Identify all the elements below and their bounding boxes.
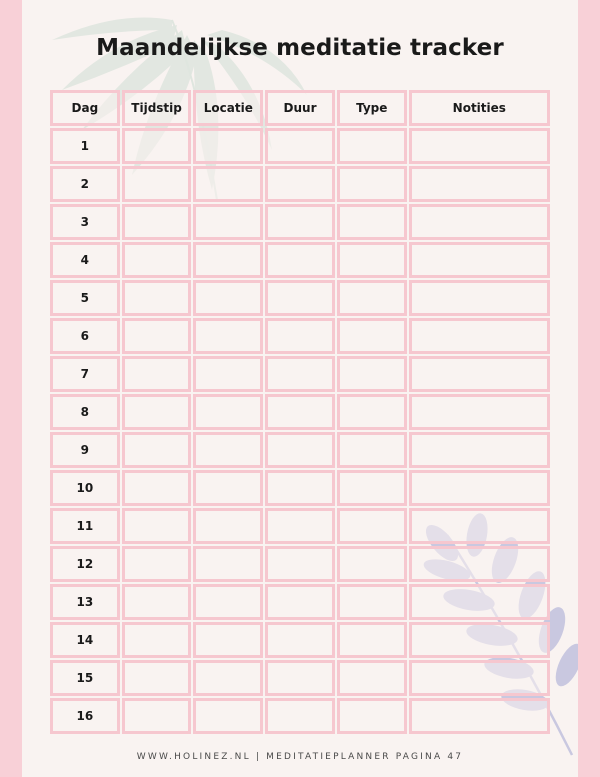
entry-cell[interactable]	[193, 356, 263, 392]
entry-cell[interactable]	[122, 356, 192, 392]
entry-cell[interactable]	[265, 242, 335, 278]
entry-cell[interactable]	[337, 356, 407, 392]
entry-cell[interactable]	[265, 394, 335, 430]
entry-cell[interactable]	[122, 622, 192, 658]
entry-cell[interactable]	[409, 660, 550, 696]
entry-cell[interactable]	[122, 660, 192, 696]
entry-cell[interactable]	[409, 204, 550, 240]
day-number-cell: 13	[50, 584, 120, 620]
entry-cell[interactable]	[193, 432, 263, 468]
entry-cell[interactable]	[122, 318, 192, 354]
entry-cell[interactable]	[265, 318, 335, 354]
entry-cell[interactable]	[409, 356, 550, 392]
day-number-cell: 11	[50, 508, 120, 544]
day-number-cell: 16	[50, 698, 120, 734]
entry-cell[interactable]	[337, 698, 407, 734]
entry-cell[interactable]	[193, 660, 263, 696]
day-number-cell: 10	[50, 470, 120, 506]
entry-cell[interactable]	[193, 394, 263, 430]
day-number-cell: 8	[50, 394, 120, 430]
header-cell-locatie: Locatie	[193, 90, 263, 126]
entry-cell[interactable]	[265, 660, 335, 696]
footer-text: WWW.HOLINEZ.NL | MEDITATIEPLANNER PAGINA 47	[136, 752, 464, 762]
entry-cell[interactable]	[122, 698, 192, 734]
entry-cell[interactable]	[409, 432, 550, 468]
entry-cell[interactable]	[409, 698, 550, 734]
entry-cell[interactable]	[193, 204, 263, 240]
header-cell-tijdstip: Tijdstip	[122, 90, 192, 126]
entry-cell[interactable]	[122, 128, 192, 164]
table-row	[50, 432, 550, 468]
entry-cell[interactable]	[122, 394, 192, 430]
entry-cell[interactable]	[122, 242, 192, 278]
entry-cell[interactable]	[265, 546, 335, 582]
entry-cell[interactable]	[265, 470, 335, 506]
entry-cell[interactable]	[409, 318, 550, 354]
entry-cell[interactable]	[193, 470, 263, 506]
entry-cell[interactable]	[265, 128, 335, 164]
entry-cell[interactable]	[193, 166, 263, 202]
entry-cell[interactable]	[409, 128, 550, 164]
table-row	[50, 280, 550, 316]
entry-cell[interactable]	[265, 280, 335, 316]
day-number-cell: 2	[50, 166, 120, 202]
entry-cell[interactable]	[193, 242, 263, 278]
tracker-table	[50, 90, 550, 736]
table-row	[50, 470, 550, 506]
entry-cell[interactable]	[193, 622, 263, 658]
entry-cell[interactable]	[337, 280, 407, 316]
entry-cell[interactable]	[265, 432, 335, 468]
table-row	[50, 242, 550, 278]
entry-cell[interactable]	[337, 660, 407, 696]
entry-cell[interactable]	[337, 318, 407, 354]
entry-cell[interactable]	[122, 166, 192, 202]
header-cell-duur: Duur	[265, 90, 335, 126]
entry-cell[interactable]	[122, 280, 192, 316]
entry-cell[interactable]	[122, 432, 192, 468]
table-row	[50, 508, 550, 544]
entry-cell[interactable]	[337, 622, 407, 658]
entry-cell[interactable]	[193, 128, 263, 164]
entry-cell[interactable]	[193, 698, 263, 734]
day-number-cell: 6	[50, 318, 120, 354]
entry-cell[interactable]	[409, 166, 550, 202]
table-row	[50, 622, 550, 658]
table-row	[50, 698, 550, 734]
entry-cell[interactable]	[122, 584, 192, 620]
entry-cell[interactable]	[122, 204, 192, 240]
table-row	[50, 204, 550, 240]
header-cell-type: Type	[337, 90, 407, 126]
entry-cell[interactable]	[337, 204, 407, 240]
entry-cell[interactable]	[122, 546, 192, 582]
table-row	[50, 584, 550, 620]
table-row	[50, 166, 550, 202]
entry-cell[interactable]	[122, 470, 192, 506]
entry-cell[interactable]	[337, 546, 407, 582]
table-row	[50, 394, 550, 430]
entry-cell[interactable]	[265, 204, 335, 240]
entry-cell[interactable]	[409, 508, 550, 544]
entry-cell[interactable]	[409, 394, 550, 430]
entry-cell[interactable]	[265, 698, 335, 734]
entry-cell[interactable]	[265, 356, 335, 392]
day-number-cell: 1	[50, 128, 120, 164]
entry-cell[interactable]	[265, 584, 335, 620]
entry-cell[interactable]	[337, 128, 407, 164]
day-number-cell: 12	[50, 546, 120, 582]
table-row	[50, 660, 550, 696]
day-number-cell: 14	[50, 622, 120, 658]
table-header-row	[50, 90, 550, 126]
entry-cell[interactable]	[409, 546, 550, 582]
entry-cell[interactable]	[337, 166, 407, 202]
entry-cell[interactable]	[409, 622, 550, 658]
entry-cell[interactable]	[337, 584, 407, 620]
entry-cell[interactable]	[337, 242, 407, 278]
entry-cell[interactable]	[193, 546, 263, 582]
day-number-cell: 9	[50, 432, 120, 468]
entry-cell[interactable]	[265, 166, 335, 202]
entry-cell[interactable]	[409, 584, 550, 620]
entry-cell[interactable]	[409, 470, 550, 506]
day-number-cell: 15	[50, 660, 120, 696]
entry-cell[interactable]	[337, 432, 407, 468]
entry-cell[interactable]	[193, 318, 263, 354]
table-row	[50, 546, 550, 582]
header-cell-notities: Notities	[409, 90, 550, 126]
day-number-cell: 4	[50, 242, 120, 278]
header-cell-dag: Dag	[50, 90, 120, 126]
day-number-cell: 3	[50, 204, 120, 240]
entry-cell[interactable]	[193, 280, 263, 316]
entry-cell[interactable]	[193, 584, 263, 620]
entry-cell[interactable]	[193, 508, 263, 544]
entry-cell[interactable]	[265, 622, 335, 658]
entry-cell[interactable]	[409, 242, 550, 278]
table-row	[50, 356, 550, 392]
table-row	[50, 128, 550, 164]
entry-cell[interactable]	[337, 508, 407, 544]
entry-cell[interactable]	[337, 394, 407, 430]
entry-cell[interactable]	[265, 508, 335, 544]
day-number-cell: 7	[50, 356, 120, 392]
planner-page	[22, 0, 578, 777]
entry-cell[interactable]	[409, 280, 550, 316]
day-number-cell: 5	[50, 280, 120, 316]
page-title: Maandelijkse meditatie tracker	[96, 35, 504, 61]
entry-cell[interactable]	[122, 508, 192, 544]
table-row	[50, 318, 550, 354]
entry-cell[interactable]	[337, 470, 407, 506]
